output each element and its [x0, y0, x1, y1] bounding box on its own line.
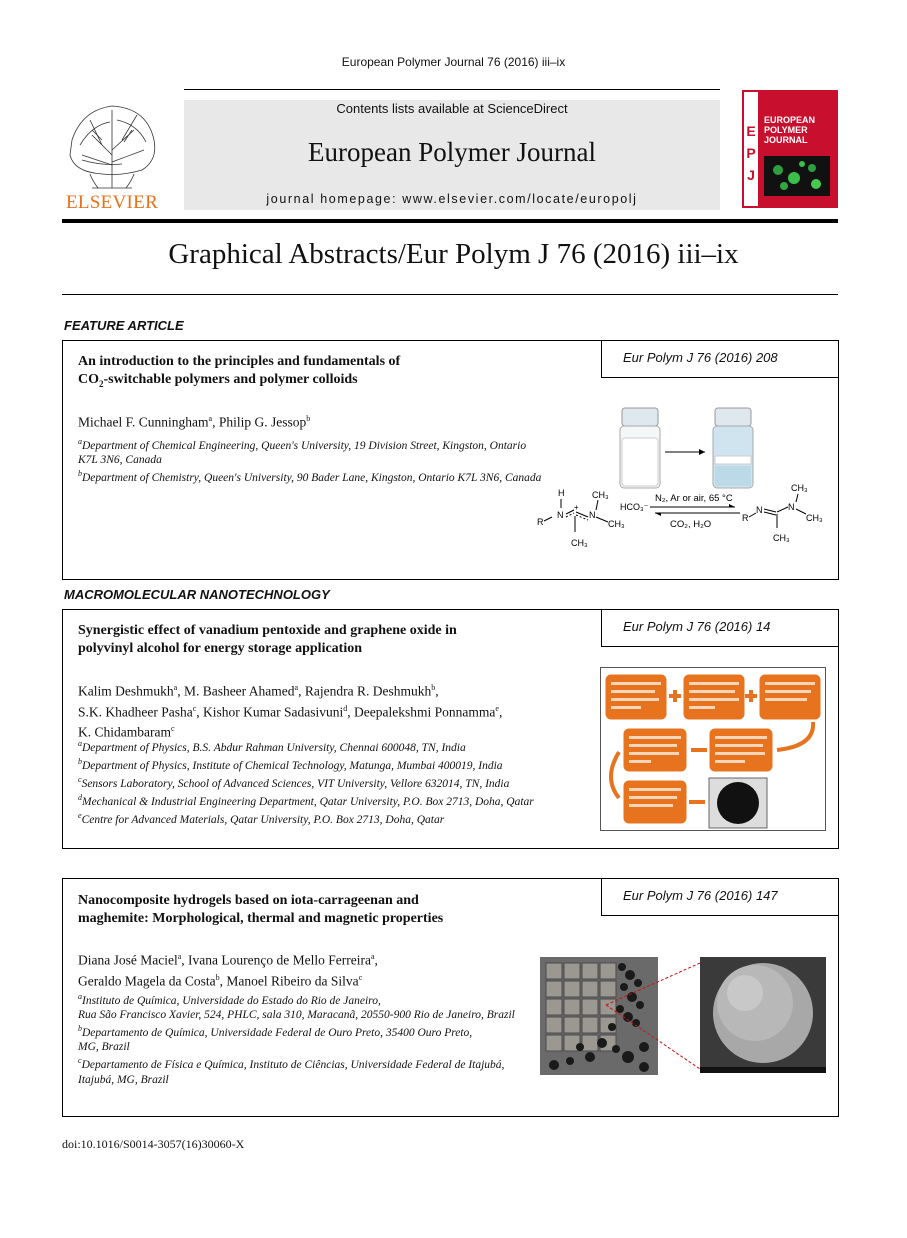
forward-condition-label: N₂, Ar or air, 65 °C: [655, 493, 733, 504]
flow-arrow: [611, 752, 619, 798]
flow-arrow: [777, 722, 813, 750]
bottle-icon: [620, 408, 660, 488]
svg-text:R: R: [742, 513, 749, 523]
author: Kalim Deshmukh: [78, 683, 174, 699]
amidine-structure: [742, 483, 823, 543]
affiliations-3: [78, 990, 538, 1087]
author: M. Basheer Ahamed: [183, 683, 295, 699]
svg-text:CH₃: CH₃: [571, 538, 588, 548]
elsevier-tree-icon: [62, 100, 162, 212]
affiliation: $^a$Department of Chemical Engineering, Queen's University, 19 Division Street, Kingston, Ontario K7L 3N6, Canada: [78, 437, 527, 467]
affiliation: Itajubá, MG, Brazil: [78, 1073, 169, 1086]
header-top-rule: [184, 89, 720, 90]
author: K. Chidambaram: [78, 724, 171, 740]
cover-letter-e: E: [746, 123, 756, 139]
svg-text:N: N: [557, 510, 564, 520]
section-heading-macro: MACROMOLECULAR NANOTECHNOLOGY: [64, 587, 330, 602]
flow-step-box: [709, 728, 773, 772]
article-title-1[interactable]: An introduction to the principles and fundamentals of $CO_2$-switchable polymers and polymer colloids: [78, 354, 401, 389]
affiliation: $^d$Mechanical & Industrial Engineering Department, Qatar University, P.O. Box 2713, Doha, Qatar: [78, 793, 534, 808]
title-rule: [62, 294, 838, 295]
affiliation: $^b$Departamento de Química, Universidade Federal de Ouro Preto, 35400 Ouro Preto,: [78, 1024, 473, 1040]
graphical-abstract-1: [530, 400, 830, 560]
affiliation: $^c$Sensors Laboratory, School of Advanced Sciences, VIT University, Vellore 632014, TN, India: [78, 775, 510, 790]
affiliations-2: [78, 737, 598, 827]
svg-text:CH₃: CH₃: [773, 533, 790, 543]
journal-cover[interactable]: [742, 90, 838, 208]
svg-text:N: N: [788, 502, 795, 512]
citation-1[interactable]: Eur Polym J 76 (2016) 208: [601, 340, 839, 378]
affiliation: $^b$Department of Chemistry, Queen's University, 90 Bader Lane, Kingston, Ontario K7L 3N6, Canada: [78, 469, 542, 485]
svg-text:CH₃: CH₃: [592, 490, 609, 500]
doi[interactable]: doi:10.1016/S0014-3057(16)30060-X: [62, 1137, 245, 1151]
elsevier-logo[interactable]: [62, 100, 162, 212]
journal-homepage[interactable]: journal homepage: www.elsevier.com/locate/europolj: [266, 192, 638, 206]
author: Manoel Ribeiro da Silva: [226, 973, 359, 988]
cover-title: EUROPEAN POLYMER JOURNAL: [764, 115, 816, 145]
svg-text:H: H: [558, 488, 565, 498]
author: Kishor Kumar Sadasivuni: [203, 704, 344, 719]
flow-step-box: [605, 674, 667, 720]
header-bottom-rule: [62, 219, 838, 223]
authors-1: Michael F. Cunningham$^a$, Philip G. Jessop$^b$: [78, 414, 311, 430]
article-title-2[interactable]: Synergistic effect of vanadium pentoxide and graphene oxide in polyvinyl alcohol for energy storage application: [78, 623, 457, 656]
authors-3: Diana José Maciel$^a$, Ivana Lourenço de Mello Ferreira$^a$, Geraldo Magela da Costa$^b$, Manoel Ribeiro da Silva$^c$: [78, 952, 378, 988]
section-heading-feature: FEATURE ARTICLE: [64, 318, 184, 333]
citation-3[interactable]: Eur Polym J 76 (2016) 147: [601, 878, 839, 916]
author: Rajendra R. Deshmukh: [304, 683, 432, 699]
affiliation: MG, Brazil: [78, 1041, 130, 1054]
cover-strip: [744, 92, 758, 206]
amidinium-structure: [537, 488, 649, 548]
cover-letter-p: P: [746, 145, 756, 161]
affiliation: $^e$Centre for Advanced Materials, Qatar University, P.O. Box 2713, Doha, Qatar: [78, 811, 445, 826]
svg-text:CH₃: CH₃: [608, 519, 625, 529]
svg-text:CH₃: CH₃: [806, 513, 823, 523]
authors-2: Kalim Deshmukh$^a$, M. Basheer Ahamed$^a$, Rajendra R. Deshmukh$^b$, S.K. Khadheer Pasha$^c$, Kishor Kumar Sadasivuni$^d$, Deepalekshmi Ponnamma$^e$, K. Chidambaram$^c$: [78, 683, 503, 740]
author: Michael F. Cunningham: [78, 414, 209, 430]
article-title-3[interactable]: Nanocomposite hydrogels based on iota-carrageenan and maghemite: Morphological, thermal and magnetic properties: [78, 893, 444, 926]
page-title: Graphical Abstracts/Eur Polym J 76 (2016) iii–ix: [168, 238, 739, 270]
affiliations-1: [78, 435, 543, 485]
affiliation: $^a$Instituto de Química, Universidade do Estado do Rio de Janeiro,: [78, 992, 381, 1007]
bottle-icon: [713, 408, 753, 488]
bicarbonate-label: HCO₃⁻: [620, 502, 649, 512]
elsevier-wordmark: ELSEVIER: [65, 192, 159, 212]
flow-step-box: [623, 728, 687, 772]
reverse-condition-label: CO₂, H₂O: [670, 519, 712, 530]
graphical-abstract-2: [600, 667, 826, 831]
author: Diana José Maciel: [78, 952, 178, 968]
affiliation: $^a$Department of Physics, B.S. Abdur Rahman University, Chennai 600048, TN, India: [78, 739, 466, 754]
flow-step-box: [683, 674, 745, 720]
affiliation: Rua São Francisco Xavier, 524, PHLC, sala 310, Maracanã, 20550-900 Rio de Janeiro, Brazil: [78, 1009, 515, 1022]
svg-text:CH₃: CH₃: [791, 483, 808, 493]
author: Geraldo Magela da Costa: [78, 973, 216, 988]
flow-step-box: [759, 674, 821, 720]
running-head: European Polymer Journal 76 (2016) iii–ix: [341, 55, 566, 69]
affiliation: $^b$Department of Physics, Institute of Chemical Technology, Matunga, Mumbai 400019, India: [78, 757, 503, 772]
affiliation: $^c$Departamento de Física e Química, Instituto de Ciências, Universidade Federal de Itajubá,: [78, 1056, 505, 1072]
citation-2[interactable]: Eur Polym J 76 (2016) 14: [601, 609, 839, 647]
journal-name: European Polymer Journal: [308, 137, 596, 167]
graphical-abstract-3: [540, 957, 826, 1075]
cover-letter-j: J: [747, 167, 755, 183]
author: S.K. Khadheer Pasha: [78, 704, 193, 719]
contents-available[interactable]: Contents lists available at ScienceDirect: [336, 101, 568, 116]
cover-image: [764, 156, 830, 196]
flow-step-box: [623, 780, 687, 824]
author: Philip G. Jessop: [218, 414, 307, 430]
author: Deepalekshmi Ponnamma: [354, 704, 496, 719]
svg-text:R: R: [537, 517, 544, 527]
author: Ivana Lourenço de Mello Ferreira: [188, 952, 371, 968]
svg-text:+: +: [574, 503, 579, 512]
svg-text:N: N: [589, 510, 596, 520]
svg-text:N: N: [756, 505, 763, 515]
